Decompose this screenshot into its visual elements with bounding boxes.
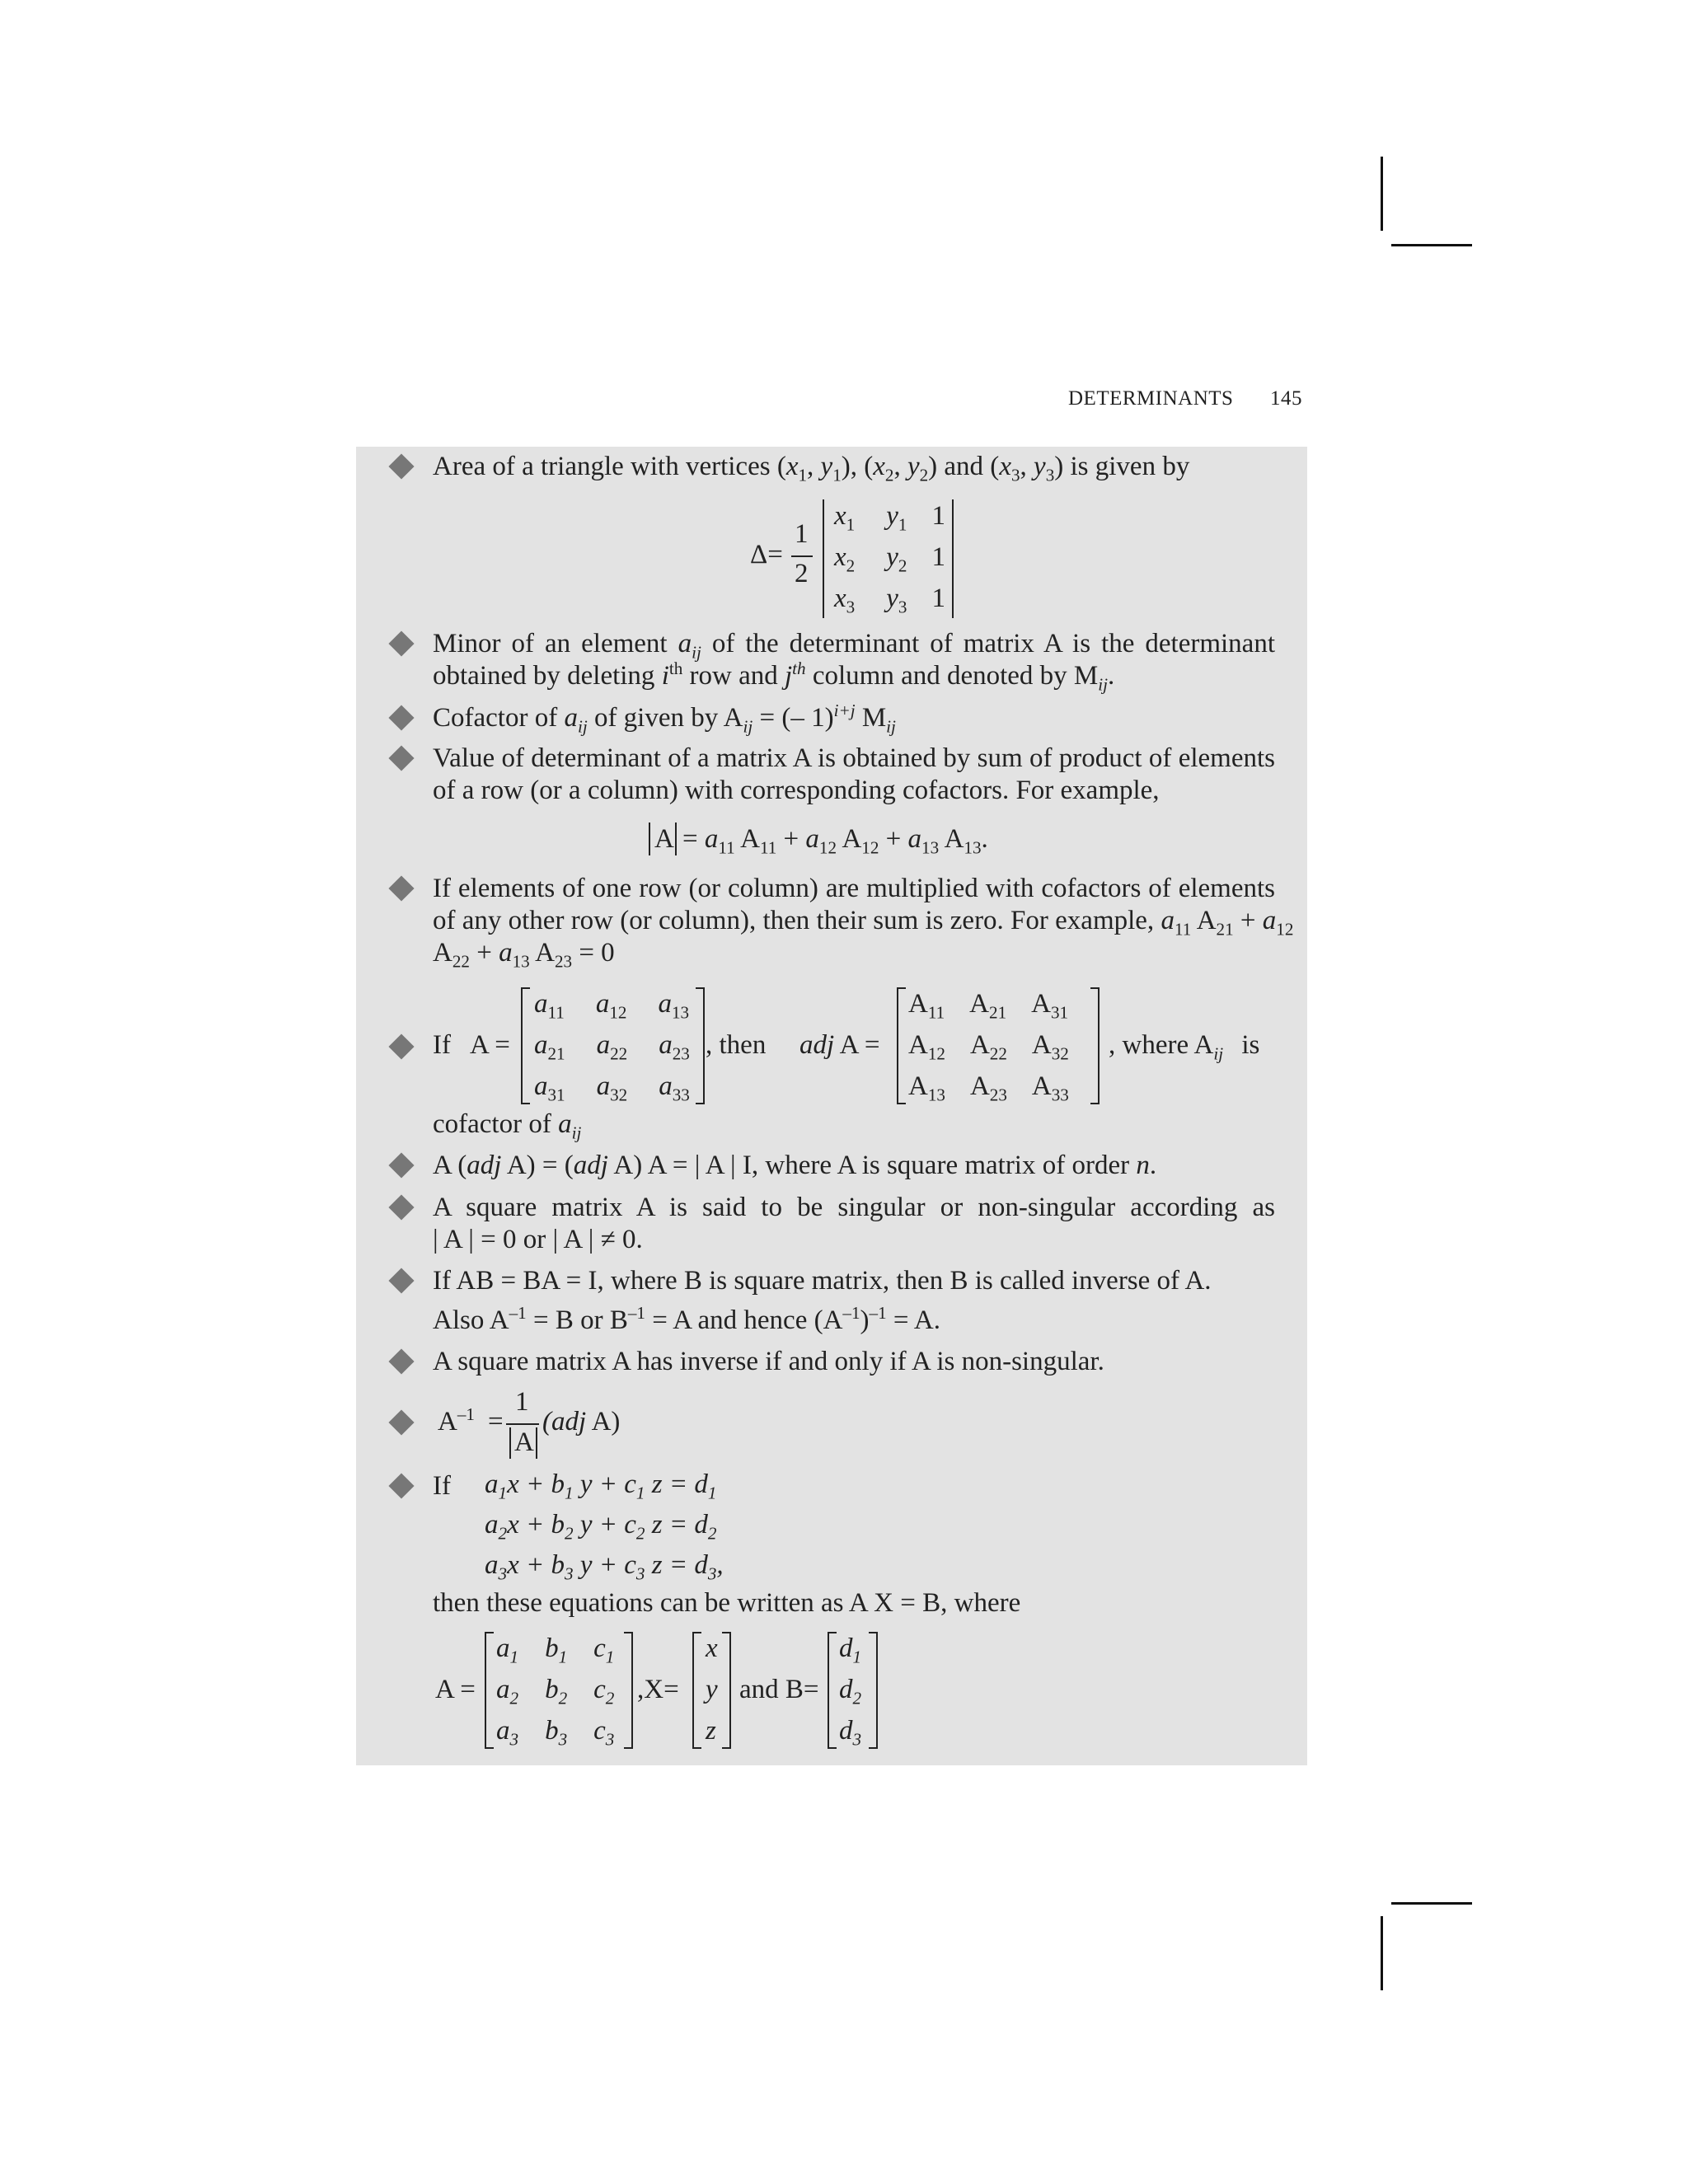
- delta-frac-num: 1: [795, 519, 809, 549]
- bracket-left: [485, 1632, 494, 1749]
- nonsingular-statement: A square matrix A has inverse if and only if A is non-singular.: [433, 1347, 1104, 1376]
- header-title: DETERMINANTS: [1068, 387, 1234, 410]
- d-entry: $d_3$: [839, 1716, 862, 1750]
- system-equation: $a_3x + b_3$ $y + c_3$ $z = d_3$,: [485, 1550, 724, 1584]
- d-entry: $d_1$: [839, 1633, 862, 1667]
- inverse-line2: Also $A^{-1} = B$ or $B^{-1} = A$ and hence $(A^{-1})^{-1} = A$.: [433, 1303, 941, 1335]
- system-X-eq: ,X=: [637, 1675, 679, 1704]
- det-bar-right: [952, 499, 954, 618]
- other-row-line2: of any other row (or column), then their sum is zero. For example, $a_{11}$ $A_{21} + a_{12}$: [433, 906, 1294, 940]
- coef-row: $a_2$ $b_2$ $c_2$: [496, 1675, 615, 1708]
- fraction-bar: [506, 1423, 539, 1425]
- matrix-a-row: $a_{11}$ $a_{12}$ $a_{13}$: [534, 989, 690, 1023]
- bracket-left: [521, 987, 530, 1104]
- y-entry: y: [706, 1675, 718, 1704]
- singular-line2: | A | = 0 or | A | ≠ 0.: [433, 1225, 643, 1254]
- system-A-eq: A =: [435, 1675, 476, 1704]
- expansion-rhs: = $a_{11}$ $A_{11} + a_{12}$ $A_{12} + a_{13}$ $A_{13}$.: [682, 824, 988, 858]
- value-line2: of a row (or a column) with corresponding cofactors. For example,: [433, 776, 1160, 805]
- matrix-A-row: $A_{12}$ $A_{22}$ $A_{32}$: [908, 1030, 1069, 1064]
- system-equation: $a_2x + b_2$ $y + c_2$ $z = d_2$: [485, 1510, 717, 1544]
- bracket-right: [624, 1632, 633, 1749]
- inv-num: 1: [515, 1387, 529, 1417]
- inverse-line1: If AB = BA = I, where B is square matrix, then B is called inverse of A.: [433, 1266, 1212, 1296]
- abs-bar-left: [649, 823, 650, 855]
- det-row: $x_1$ $y_1$ 1: [834, 501, 945, 535]
- running-header: [1068, 387, 1302, 410]
- adj-where: , where $A_{ij}$ is: [1109, 1030, 1260, 1064]
- value-line1: Value of determinant of a matrix A is obtained by sum of product of elements: [433, 743, 1275, 773]
- matrix-A-row: $A_{13}$ $A_{23}$ $A_{33}$: [908, 1071, 1069, 1105]
- adj-property: A (adj A) = (adj A) A = | A | I, where A is square matrix of order n.: [433, 1151, 1157, 1180]
- x-entry: x: [706, 1633, 718, 1663]
- crop-mark-top-horizontal: [1391, 244, 1472, 246]
- minor-line2: obtained by deleting $i^{th}$ row and $j^{th}$ column and denoted by $M_{ij}$.: [433, 658, 1115, 695]
- abs-bar-right: [675, 823, 677, 855]
- delta-frac-den: 2: [795, 559, 809, 588]
- system-equation: $a_1x + b_1$ $y + c_1$ $z = d_1$: [485, 1469, 717, 1503]
- system-then: then these equations can be written as A X = B, where: [433, 1588, 1021, 1618]
- abs-A: A: [654, 824, 674, 854]
- bracket-left: [897, 987, 906, 1104]
- crop-mark-bottom-horizontal: [1391, 1902, 1472, 1905]
- adj-cofactor-line: cofactor of $a_{ij}$: [433, 1109, 582, 1143]
- bracket-left: [692, 1632, 701, 1749]
- abs-bar-right: [536, 1427, 537, 1459]
- bracket-right: [696, 987, 705, 1104]
- z-entry: z: [706, 1716, 716, 1746]
- det-bar-left: [823, 499, 824, 618]
- coef-row: $a_1$ $b_1$ $c_1$: [496, 1633, 615, 1667]
- fraction-bar: [791, 555, 813, 557]
- matrix-a-row: $a_{21}$ $a_{22}$ $a_{23}$: [534, 1030, 690, 1064]
- adj-if: If: [433, 1030, 451, 1060]
- inv-A: $A^{-1}$: [438, 1404, 475, 1436]
- matrix-a-row: $a_{31}$ $a_{32}$ $a_{33}$: [534, 1071, 690, 1105]
- system-if: If: [433, 1471, 451, 1501]
- inv-eq: =: [488, 1407, 504, 1436]
- bracket-right: [1090, 987, 1100, 1104]
- other-row-line1: If elements of one row (or column) are multiplied with cofactors of elements: [433, 874, 1275, 903]
- cofactor-statement: Cofactor of $a_{ij}$ of given by $A_{ij}$ = (– 1)$^{i+j}$ $M_{ij}$: [433, 701, 896, 737]
- matrix-A-row: $A_{11}$ $A_{21}$ $A_{31}$: [908, 989, 1069, 1023]
- singular-line1: A square matrix A is said to be singular or non-singular according as: [433, 1193, 1275, 1222]
- det-row: $x_3$ $y_3$ 1: [834, 583, 945, 617]
- area-statement: Area of a triangle with vertices ($x_1$, $y_1$), ($x_2$, $y_2$) and ($x_3$, $y_3$) is given by: [433, 452, 1190, 485]
- bracket-left: [828, 1632, 837, 1749]
- bracket-right: [869, 1632, 878, 1749]
- adj-A-label: adj A =: [799, 1030, 880, 1060]
- d-entry: $d_2$: [839, 1675, 862, 1708]
- page-number: 145: [1270, 387, 1302, 410]
- inv-den: A: [514, 1427, 534, 1457]
- det-row: $x_2$ $y_2$ 1: [834, 542, 945, 576]
- adj-A-eq: A =: [470, 1030, 510, 1060]
- minor-line1: Minor of an element $a_{ij}$ of the determinant of matrix A is the determinant: [433, 629, 1275, 663]
- system-and-B: and B=: [739, 1675, 819, 1704]
- abs-bar-left: [509, 1427, 511, 1459]
- coef-row: $a_3$ $b_3$ $c_3$: [496, 1716, 615, 1750]
- inv-adj: (adj A): [542, 1407, 621, 1436]
- adj-then: , then: [706, 1030, 767, 1060]
- other-row-line3: $A_{22} + a_{13}$ $A_{23} = 0$: [433, 938, 615, 972]
- crop-mark-top-vertical: [1381, 157, 1383, 231]
- crop-mark-bottom-vertical: [1381, 1916, 1383, 1990]
- bracket-right: [722, 1632, 731, 1749]
- delta-lhs: Δ=: [750, 540, 783, 569]
